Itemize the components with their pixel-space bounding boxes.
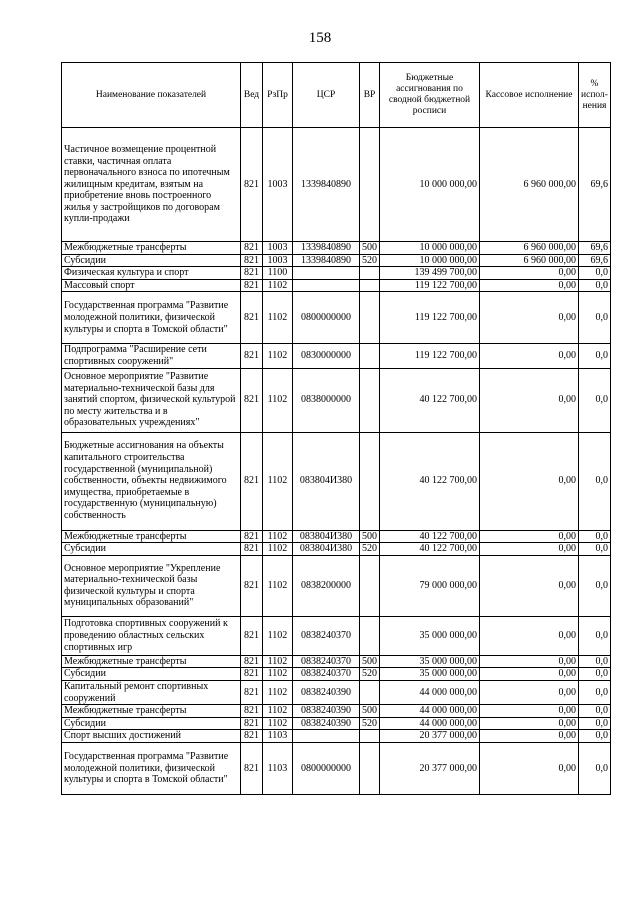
cell-ved: 821 <box>241 242 263 255</box>
page-number: 158 <box>308 30 332 46</box>
cell-rzpr: 1103 <box>263 730 293 743</box>
cell-ved: 821 <box>241 680 263 704</box>
table-row <box>62 292 611 344</box>
table-row <box>62 254 611 267</box>
cell-rzpr: 1102 <box>263 655 293 668</box>
cell-vr <box>360 128 380 242</box>
cell-csr: 0838240370 <box>293 655 360 668</box>
table-row <box>62 242 611 255</box>
cell-pct: 0,0 <box>579 680 611 704</box>
cell-cash: 0,00 <box>480 279 579 292</box>
cell-budget: 40 122 700,00 <box>380 530 480 543</box>
cell-rzpr: 1102 <box>263 279 293 292</box>
cell-ved: 821 <box>241 368 263 432</box>
cell-name: Частичное возмещение процентной ставки, частичная оплата первоначального взноса по ипотечным жилищным кредитам, взятым на приобретение вновь построенного жилья у застройщиков по договорам купли-продажи <box>62 128 241 242</box>
cell-cash: 0,00 <box>480 705 579 718</box>
cell-pct: 0,0 <box>579 717 611 730</box>
cell-rzpr: 1102 <box>263 705 293 718</box>
cell-rzpr: 1003 <box>263 254 293 267</box>
cell-cash: 0,00 <box>480 555 579 616</box>
cell-name: Субсидии <box>62 717 241 730</box>
cell-budget: 119 122 700,00 <box>380 344 480 368</box>
cell-budget: 20 377 000,00 <box>380 742 480 794</box>
cell-csr: 0838240370 <box>293 668 360 681</box>
cell-ved: 821 <box>241 730 263 743</box>
cell-pct: 0,0 <box>579 368 611 432</box>
table-row <box>62 742 611 794</box>
cell-cash: 0,00 <box>480 742 579 794</box>
table-row <box>62 368 611 432</box>
cell-budget: 139 499 700,00 <box>380 267 480 280</box>
cell-ved: 821 <box>241 344 263 368</box>
cell-name: Субсидии <box>62 543 241 556</box>
cell-rzpr: 1102 <box>263 368 293 432</box>
cell-csr: 083804И380 <box>293 530 360 543</box>
cell-budget: 10 000 000,00 <box>380 254 480 267</box>
cell-rzpr: 1003 <box>263 242 293 255</box>
cell-vr <box>360 616 380 655</box>
cell-budget: 20 377 000,00 <box>380 730 480 743</box>
cell-name: Капитальный ремонт спортивных сооружений <box>62 680 241 704</box>
cell-vr: 520 <box>360 668 380 681</box>
cell-pct: 69,6 <box>579 254 611 267</box>
cell-vr <box>360 680 380 704</box>
cell-ved: 821 <box>241 655 263 668</box>
cell-csr: 0838240390 <box>293 705 360 718</box>
cell-pct: 0,0 <box>579 530 611 543</box>
cell-ved: 821 <box>241 128 263 242</box>
cell-vr: 500 <box>360 530 380 543</box>
cell-pct: 0,0 <box>579 267 611 280</box>
table-row <box>62 279 611 292</box>
table-header-row <box>62 63 611 128</box>
cell-name: Межбюджетные трансферты <box>62 705 241 718</box>
cell-vr: 520 <box>360 543 380 556</box>
header-vr: ВР <box>360 63 380 128</box>
cell-cash: 6 960 000,00 <box>480 254 579 267</box>
cell-pct: 0,0 <box>579 705 611 718</box>
cell-csr: 0838000000 <box>293 368 360 432</box>
cell-vr <box>360 432 380 530</box>
cell-budget: 10 000 000,00 <box>380 128 480 242</box>
cell-cash: 0,00 <box>480 543 579 556</box>
cell-vr <box>360 267 380 280</box>
cell-name: Спорт высших достижений <box>62 730 241 743</box>
cell-csr: 0830000000 <box>293 344 360 368</box>
cell-ved: 821 <box>241 668 263 681</box>
cell-csr <box>293 730 360 743</box>
cell-cash: 0,00 <box>480 655 579 668</box>
cell-csr: 0838240390 <box>293 680 360 704</box>
cell-budget: 40 122 700,00 <box>380 543 480 556</box>
cell-cash: 0,00 <box>480 432 579 530</box>
cell-pct: 0,0 <box>579 292 611 344</box>
cell-name: Подпрограмма "Расширение сети спортивных сооружений" <box>62 344 241 368</box>
header-cash: Кассовое исполнение <box>480 63 579 128</box>
table-row <box>62 128 611 242</box>
cell-cash: 6 960 000,00 <box>480 242 579 255</box>
cell-pct: 69,6 <box>579 128 611 242</box>
cell-budget: 44 000 000,00 <box>380 717 480 730</box>
cell-vr <box>360 292 380 344</box>
cell-pct: 0,0 <box>579 555 611 616</box>
cell-budget: 35 000 000,00 <box>380 655 480 668</box>
cell-cash: 0,00 <box>480 344 579 368</box>
table-row <box>62 543 611 556</box>
cell-ved: 821 <box>241 555 263 616</box>
cell-budget: 35 000 000,00 <box>380 668 480 681</box>
cell-budget: 79 000 000,00 <box>380 555 480 616</box>
cell-rzpr: 1102 <box>263 543 293 556</box>
cell-rzpr: 1102 <box>263 344 293 368</box>
cell-name: Государственная программа "Развитие молодежной политики, физической культуры и спорта в Томской области" <box>62 292 241 344</box>
header-ved: Вед <box>241 63 263 128</box>
table-row <box>62 344 611 368</box>
cell-vr <box>360 368 380 432</box>
header-csr: ЦСР <box>293 63 360 128</box>
cell-rzpr: 1102 <box>263 668 293 681</box>
cell-pct: 69,6 <box>579 242 611 255</box>
cell-cash: 0,00 <box>480 668 579 681</box>
cell-ved: 821 <box>241 543 263 556</box>
cell-ved: 821 <box>241 742 263 794</box>
cell-cash: 0,00 <box>480 530 579 543</box>
cell-vr: 520 <box>360 254 380 267</box>
cell-name: Межбюджетные трансферты <box>62 242 241 255</box>
cell-rzpr: 1102 <box>263 680 293 704</box>
cell-vr: 500 <box>360 242 380 255</box>
cell-cash: 0,00 <box>480 616 579 655</box>
cell-csr: 0838200000 <box>293 555 360 616</box>
table-row <box>62 717 611 730</box>
cell-ved: 821 <box>241 254 263 267</box>
cell-cash: 0,00 <box>480 730 579 743</box>
cell-name: Бюджетные ассигнования на объекты капитального строительства государственной (муниципальной) собственности, объекты недвижимого имущества, приобретаемые в государственную (муниципальную) собственность <box>62 432 241 530</box>
cell-name: Физическая культура и спорт <box>62 267 241 280</box>
cell-pct: 0,0 <box>579 344 611 368</box>
cell-pct: 0,0 <box>579 279 611 292</box>
cell-pct: 0,0 <box>579 655 611 668</box>
cell-budget: 40 122 700,00 <box>380 368 480 432</box>
cell-ved: 821 <box>241 705 263 718</box>
cell-csr: 0838240370 <box>293 616 360 655</box>
cell-csr: 0800000000 <box>293 292 360 344</box>
cell-rzpr: 1102 <box>263 292 293 344</box>
cell-rzpr: 1102 <box>263 555 293 616</box>
cell-budget: 119 122 700,00 <box>380 292 480 344</box>
cell-csr <box>293 267 360 280</box>
cell-name: Государственная программа "Развитие молодежной политики, физической культуры и спорта в Томской области" <box>62 742 241 794</box>
table-row <box>62 616 611 655</box>
cell-vr: 500 <box>360 705 380 718</box>
cell-budget: 44 000 000,00 <box>380 705 480 718</box>
cell-vr <box>360 555 380 616</box>
cell-csr: 1339840890 <box>293 254 360 267</box>
cell-vr <box>360 344 380 368</box>
table-row <box>62 680 611 704</box>
table-row <box>62 267 611 280</box>
header-budget: Бюджетные ассигнования по сводной бюджетной росписи <box>380 63 480 128</box>
cell-pct: 0,0 <box>579 543 611 556</box>
cell-vr <box>360 279 380 292</box>
cell-pct: 0,0 <box>579 432 611 530</box>
cell-budget: 10 000 000,00 <box>380 242 480 255</box>
cell-budget: 35 000 000,00 <box>380 616 480 655</box>
cell-name: Субсидии <box>62 254 241 267</box>
cell-rzpr: 1003 <box>263 128 293 242</box>
cell-vr: 520 <box>360 717 380 730</box>
table-row <box>62 705 611 718</box>
cell-csr: 0838240390 <box>293 717 360 730</box>
cell-name: Основное мероприятие "Укрепление материально-технической базы физической культуры и спорта муниципальных образований" <box>62 555 241 616</box>
cell-budget: 40 122 700,00 <box>380 432 480 530</box>
cell-ved: 821 <box>241 616 263 655</box>
cell-csr: 0800000000 <box>293 742 360 794</box>
table-row <box>62 730 611 743</box>
cell-vr <box>360 742 380 794</box>
cell-csr: 1339840890 <box>293 128 360 242</box>
table-row <box>62 555 611 616</box>
cell-pct: 0,0 <box>579 730 611 743</box>
cell-ved: 821 <box>241 267 263 280</box>
cell-csr: 1339840890 <box>293 242 360 255</box>
cell-name: Субсидии <box>62 668 241 681</box>
cell-rzpr: 1102 <box>263 717 293 730</box>
cell-cash: 0,00 <box>480 368 579 432</box>
cell-cash: 0,00 <box>480 717 579 730</box>
cell-csr: 083804И380 <box>293 432 360 530</box>
cell-cash: 0,00 <box>480 292 579 344</box>
cell-rzpr: 1100 <box>263 267 293 280</box>
cell-csr: 083804И380 <box>293 543 360 556</box>
cell-name: Межбюджетные трансферты <box>62 655 241 668</box>
cell-ved: 821 <box>241 292 263 344</box>
table-body <box>62 128 611 795</box>
cell-ved: 821 <box>241 279 263 292</box>
cell-rzpr: 1103 <box>263 742 293 794</box>
cell-budget: 119 122 700,00 <box>380 279 480 292</box>
header-rzpr: РзПр <box>263 63 293 128</box>
cell-budget: 44 000 000,00 <box>380 680 480 704</box>
table-row <box>62 530 611 543</box>
cell-name: Межбюджетные трансферты <box>62 530 241 543</box>
cell-ved: 821 <box>241 530 263 543</box>
cell-pct: 0,0 <box>579 668 611 681</box>
cell-ved: 821 <box>241 432 263 530</box>
cell-pct: 0,0 <box>579 616 611 655</box>
cell-cash: 0,00 <box>480 267 579 280</box>
cell-csr <box>293 279 360 292</box>
table-row <box>62 655 611 668</box>
cell-vr <box>360 730 380 743</box>
table-row <box>62 432 611 530</box>
cell-rzpr: 1102 <box>263 432 293 530</box>
cell-rzpr: 1102 <box>263 530 293 543</box>
cell-ved: 821 <box>241 717 263 730</box>
header-name: Наименование показателей <box>62 63 241 128</box>
cell-rzpr: 1102 <box>263 616 293 655</box>
cell-pct: 0,0 <box>579 742 611 794</box>
cell-name: Массовый спорт <box>62 279 241 292</box>
header-pct: % испол-нения <box>579 63 611 128</box>
cell-cash: 6 960 000,00 <box>480 128 579 242</box>
cell-cash: 0,00 <box>480 680 579 704</box>
cell-name: Подготовка спортивных сооружений к проведению областных сельских спортивных игр <box>62 616 241 655</box>
budget-table <box>61 62 611 795</box>
cell-name: Основное мероприятие "Развитие материально-технической базы для занятий спортом, физической культурой по месту жительства и в образовательных учреждениях" <box>62 368 241 432</box>
cell-vr: 500 <box>360 655 380 668</box>
table-row <box>62 668 611 681</box>
